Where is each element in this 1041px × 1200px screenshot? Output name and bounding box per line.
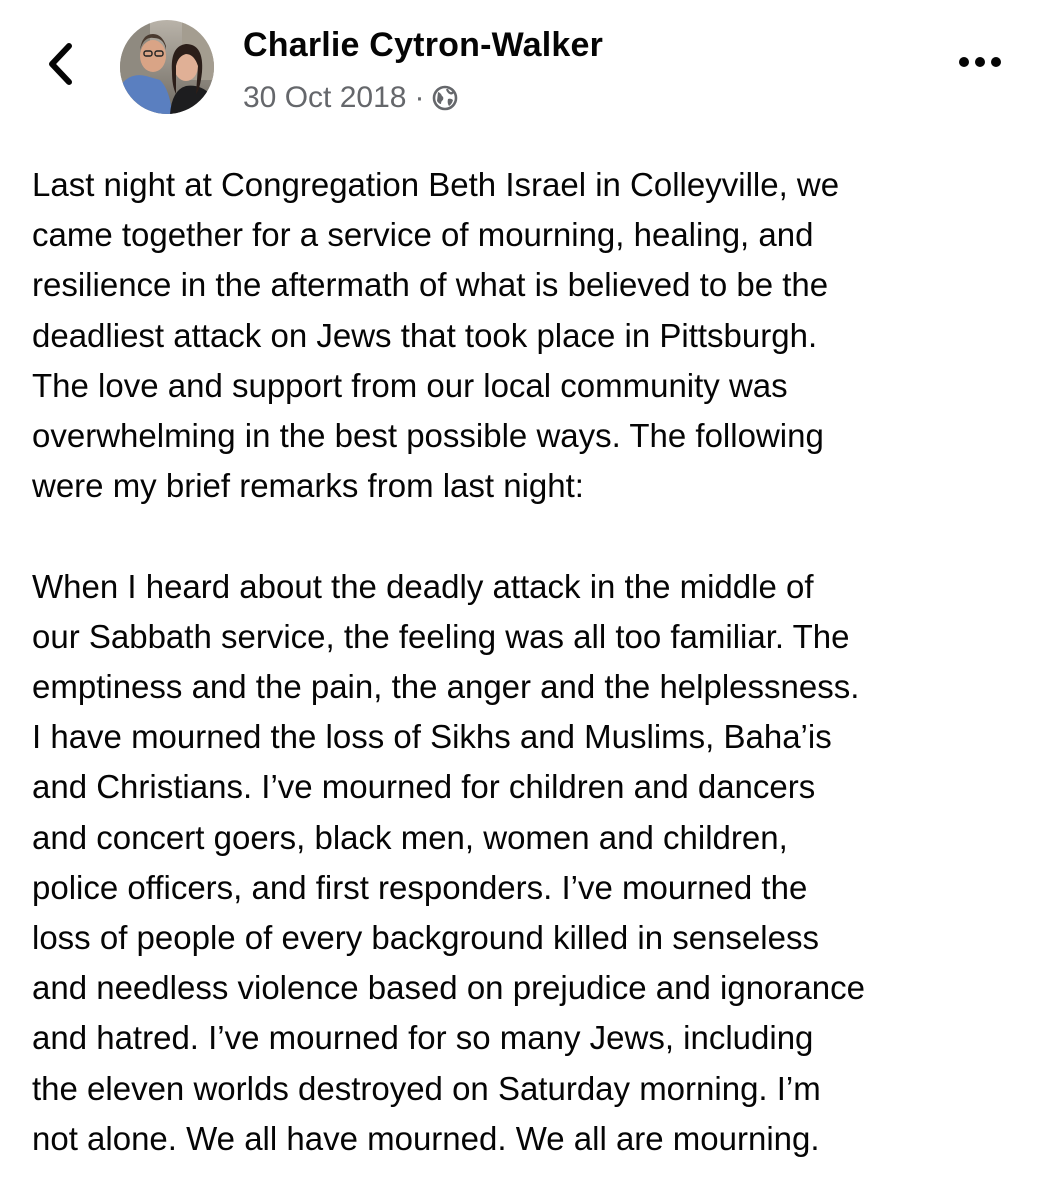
more-options-button[interactable] — [950, 46, 1010, 78]
post-meta — [243, 78, 458, 118]
post-line: Last night at Congregation Beth Israel in Colleyville, we — [32, 166, 840, 203]
post-line: deadliest attack on Jews that took place in Pittsburgh. — [32, 316, 818, 354]
post-line: I have mourned the loss of Sikhs and Muslims, Baha’is — [32, 718, 832, 756]
post-text — [32, 160, 1017, 1164]
post-line: police officers, and first responders. I’ve mourned the — [32, 868, 808, 906]
post-line: The love and support from our local community was — [32, 366, 788, 404]
chevron-left-icon — [45, 42, 75, 86]
post-line: resilience in the aftermath of what is believed to be the — [32, 266, 829, 304]
post-line: and needless violence based on prejudice and ignorance — [32, 969, 865, 1007]
post-line: not alone. We all have mourned. We all are mourning. — [32, 1119, 820, 1157]
globe-icon[interactable] — [432, 85, 458, 111]
back-button[interactable] — [38, 40, 82, 88]
post-line: and concert goers, black men, women and children, — [32, 818, 788, 856]
post-line: When I heard about the deadly attack in the middle of — [32, 567, 814, 605]
post-line: came together for a service of mourning, healing, and — [32, 216, 814, 254]
paragraph-break — [32, 511, 1017, 561]
post-line: emptiness and the pain, the anger and the helplessness. — [32, 668, 860, 706]
post-date[interactable]: 30 Oct 2018 — [243, 81, 407, 114]
post-line: and Christians. I’ve mourned for children and dancers — [32, 768, 816, 806]
profile-photo — [120, 20, 214, 114]
post-header — [0, 0, 1041, 130]
post-line: were my brief remarks from last night: — [32, 467, 584, 505]
post-line: our Sabbath service, the feeling was all too familiar. The — [32, 617, 850, 655]
post-line: loss of people of every background killed in senseless — [32, 919, 819, 957]
meta-separator: · — [414, 81, 425, 114]
post-line: overwhelming in the best possible ways. The following — [32, 417, 824, 455]
more-options-icon — [958, 56, 1002, 68]
post-line: and hatred. I’ve mourned for so many Jews, including — [32, 1019, 814, 1057]
avatar[interactable] — [120, 20, 214, 114]
author-name[interactable]: Charlie Cytron-Walker — [243, 26, 604, 64]
post-line: the eleven worlds destroyed on Saturday morning. I’m — [32, 1069, 821, 1107]
